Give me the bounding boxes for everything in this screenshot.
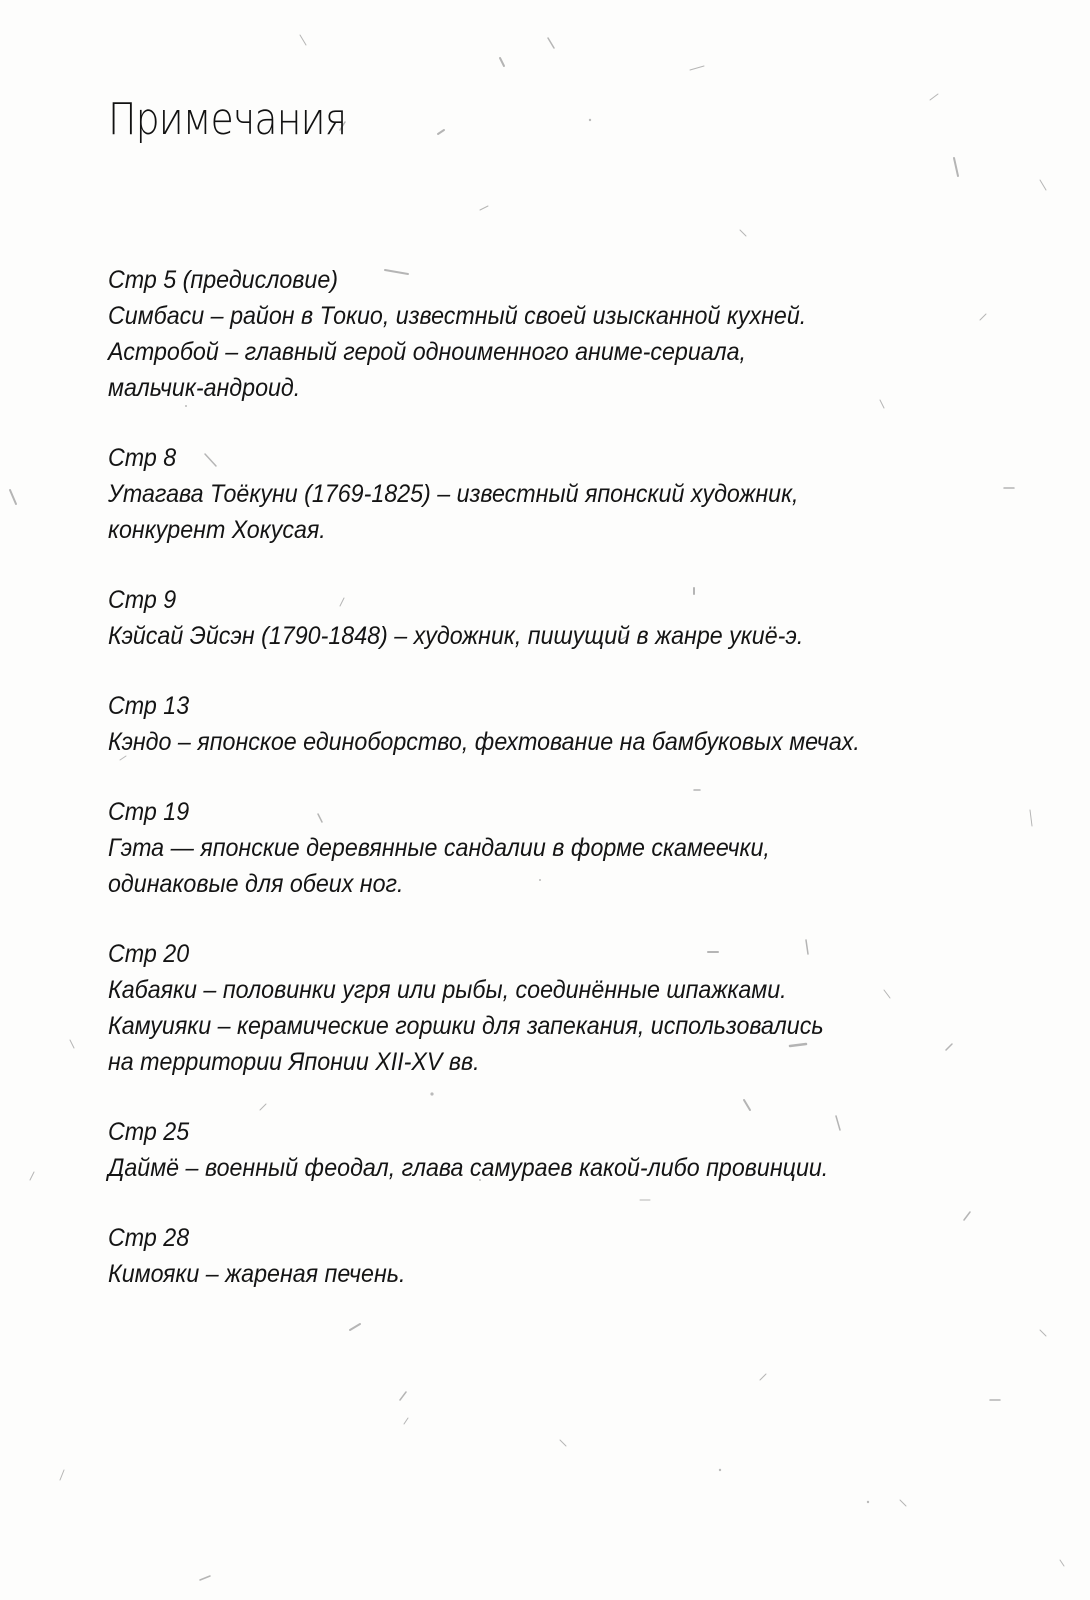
note-text-line: Кабаяки – половинки угря или рыбы, соединённые шпажками. bbox=[108, 976, 787, 1004]
note-page-ref: Стр 25 bbox=[108, 1118, 190, 1146]
note-text-line: Гэта — японские деревянные сандалии в форме скамеечки, bbox=[108, 834, 770, 862]
note-entry bbox=[108, 936, 945, 1080]
note-page-ref: Стр 8 bbox=[108, 444, 177, 472]
note-text-line: Даймё – военный феодал, глава самураев какой-либо провинции. bbox=[108, 1154, 829, 1182]
note-page-ref: Стр 9 bbox=[108, 586, 177, 614]
note-entry bbox=[108, 262, 945, 406]
note-text-line: конкурент Хокусая. bbox=[108, 516, 326, 544]
note-text-line: одинаковые для обеих ног. bbox=[108, 870, 404, 898]
note-page-ref: Стр 13 bbox=[108, 692, 190, 720]
note-text-line: мальчик-андроид. bbox=[108, 374, 301, 402]
page-title: Примечания bbox=[108, 94, 347, 145]
note-text-line: Астробой – главный герой одноименного аниме-сериала, bbox=[108, 338, 746, 366]
page-title-block bbox=[108, 88, 347, 178]
note-text-line: Кимояки – жареная печень. bbox=[108, 1260, 406, 1288]
note-entry bbox=[108, 794, 945, 902]
note-text-line: Кэндо – японское единоборство, фехтование на бамбуковых мечах. bbox=[108, 728, 860, 756]
note-page-ref: Стр 28 bbox=[108, 1224, 190, 1252]
notes-list bbox=[108, 262, 945, 1326]
note-entry bbox=[108, 1114, 945, 1186]
note-text-line: Кэйсай Эйсэн (1790-1848) – художник, пишущий в жанре укиё-э. bbox=[108, 622, 804, 650]
note-text-line: Камуияки – керамические горшки для запекания, использовались bbox=[108, 1012, 824, 1040]
note-page-ref: Стр 19 bbox=[108, 798, 190, 826]
note-entry bbox=[108, 1220, 945, 1292]
note-entry bbox=[108, 582, 945, 654]
note-text-line: Утагава Тоёкуни (1769-1825) – известный японский художник, bbox=[108, 480, 799, 508]
note-page-ref: Стр 5 (предисловие) bbox=[108, 266, 339, 294]
note-text-line: на территории Японии XII-XV вв. bbox=[108, 1048, 480, 1076]
note-page-ref: Стр 20 bbox=[108, 940, 190, 968]
note-text-line: Симбаси – район в Токио, известный своей изысканной кухней. bbox=[108, 302, 807, 330]
note-entry bbox=[108, 440, 945, 548]
note-entry bbox=[108, 688, 945, 760]
